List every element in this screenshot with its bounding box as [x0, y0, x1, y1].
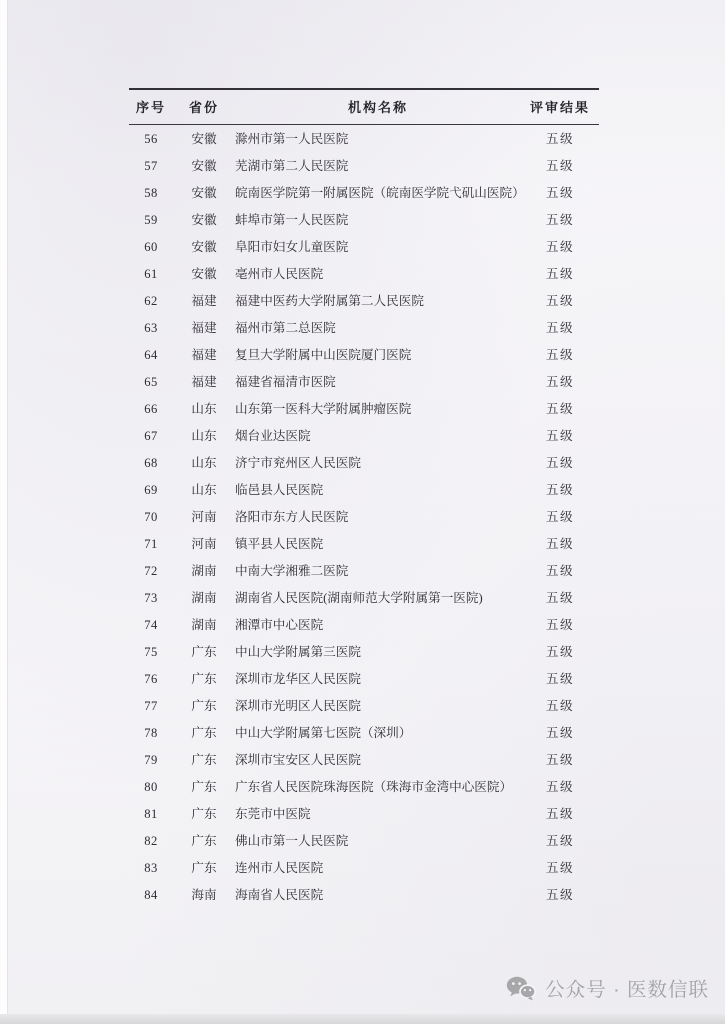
cell-serial-number: 59 [144, 212, 158, 227]
cell-province: 福建 [191, 320, 217, 335]
cell-province: 湖南 [191, 590, 217, 605]
cell-institution-name: 蚌埠市第一人民医院 [235, 212, 349, 227]
cell-province: 安徽 [191, 212, 217, 227]
table-row [129, 260, 599, 287]
cell-serial-number: 72 [144, 563, 158, 578]
cell-institution-name: 山东第一医科大学附属肿瘤医院 [235, 401, 412, 416]
table-row [129, 152, 599, 179]
cell-review-result: 五级 [545, 374, 575, 389]
wechat-icon [506, 976, 536, 1001]
table-row [129, 125, 599, 153]
cell-institution-name: 佛山市第一人民医院 [235, 833, 349, 848]
cell-institution-name: 湘潭市中心医院 [235, 617, 324, 632]
cell-review-result: 五级 [545, 428, 575, 443]
cell-serial-number: 80 [144, 779, 158, 794]
cell-serial-number: 65 [144, 374, 158, 389]
header-review-result: 评审结果 [521, 89, 599, 125]
table-row [129, 476, 599, 503]
table-row [129, 206, 599, 233]
table-row [129, 746, 599, 773]
cell-province: 福建 [191, 347, 217, 362]
header-province: 省份 [173, 89, 235, 125]
document-page [7, 0, 725, 1014]
cell-serial-number: 73 [144, 590, 158, 605]
cell-serial-number: 64 [144, 347, 158, 362]
cell-review-result: 五级 [545, 644, 575, 659]
cell-institution-name: 中山大学附属第七医院（深圳） [235, 725, 412, 740]
cell-province: 广东 [191, 644, 217, 659]
cell-institution-name: 烟台业达医院 [235, 428, 311, 443]
table-row [129, 503, 599, 530]
cell-institution-name: 复旦大学附属中山医院厦门医院 [235, 347, 412, 362]
cell-institution-name: 镇平县人民医院 [235, 536, 324, 551]
cell-institution-name: 深圳市龙华区人民医院 [235, 671, 361, 686]
cell-review-result: 五级 [545, 806, 575, 821]
table-row [129, 692, 599, 719]
cell-province: 安徽 [191, 185, 217, 200]
cell-province: 安徽 [191, 266, 217, 281]
cell-institution-name: 广东省人民医院珠海医院（珠海市金湾中心医院） [235, 779, 513, 794]
cell-serial-number: 68 [144, 455, 158, 470]
cell-serial-number: 74 [144, 617, 158, 632]
table-row [129, 557, 599, 584]
table-row [129, 584, 599, 611]
table-row [129, 665, 599, 692]
cell-institution-name: 临邑县人民医院 [235, 482, 324, 497]
cell-province: 河南 [191, 536, 217, 551]
watermark [506, 974, 709, 1002]
table-row [129, 827, 599, 854]
cell-province: 山东 [191, 482, 217, 497]
cell-review-result: 五级 [545, 671, 575, 686]
cell-review-result: 五级 [545, 482, 575, 497]
cell-serial-number: 62 [144, 293, 158, 308]
cell-serial-number: 77 [144, 698, 158, 713]
cell-serial-number: 76 [144, 671, 158, 686]
cell-review-result: 五级 [545, 698, 575, 713]
cell-review-result: 五级 [545, 347, 575, 362]
cell-review-result: 五级 [545, 266, 575, 281]
cell-institution-name: 中南大学湘雅二医院 [235, 563, 349, 578]
cell-institution-name: 阜阳市妇女儿童医院 [235, 239, 349, 254]
page-bottom-edge [0, 1014, 725, 1024]
table-body [129, 125, 599, 909]
cell-institution-name: 皖南医学院第一附属医院（皖南医学院弋矶山医院） [235, 185, 525, 200]
cell-serial-number: 81 [144, 806, 158, 821]
table-row [129, 719, 599, 746]
cell-serial-number: 56 [144, 131, 158, 146]
cell-serial-number: 58 [144, 185, 158, 200]
cell-review-result: 五级 [545, 752, 575, 767]
table-row [129, 881, 599, 908]
cell-serial-number: 84 [144, 887, 158, 902]
cell-review-result: 五级 [545, 293, 575, 308]
cell-serial-number: 61 [144, 266, 158, 281]
cell-review-result: 五级 [545, 725, 575, 740]
header-serial-number: 序号 [129, 89, 173, 125]
cell-review-result: 五级 [545, 509, 575, 524]
cell-institution-name: 济宁市兖州区人民医院 [235, 455, 361, 470]
cell-serial-number: 63 [144, 320, 158, 335]
cell-province: 广东 [191, 860, 217, 875]
cell-province: 广东 [191, 698, 217, 713]
cell-province: 广东 [191, 671, 217, 686]
cell-review-result: 五级 [545, 617, 575, 632]
table-row [129, 395, 599, 422]
cell-province: 安徽 [191, 239, 217, 254]
cell-serial-number: 79 [144, 752, 158, 767]
cell-review-result: 五级 [545, 239, 575, 254]
table-row [129, 179, 599, 206]
review-result-table [129, 88, 599, 908]
table-row [129, 638, 599, 665]
cell-institution-name: 福建省福清市医院 [235, 374, 336, 389]
cell-review-result: 五级 [545, 536, 575, 551]
cell-serial-number: 60 [144, 239, 158, 254]
cell-province: 湖南 [191, 617, 217, 632]
cell-serial-number: 69 [144, 482, 158, 497]
table-row [129, 530, 599, 557]
table-row [129, 368, 599, 395]
cell-review-result: 五级 [545, 320, 575, 335]
cell-serial-number: 78 [144, 725, 158, 740]
cell-review-result: 五级 [545, 401, 575, 416]
cell-serial-number: 57 [144, 158, 158, 173]
cell-institution-name: 亳州市人民医院 [235, 266, 324, 281]
cell-province: 广东 [191, 752, 217, 767]
cell-institution-name: 湖南省人民医院(湖南师范大学附属第一医院) [235, 590, 483, 605]
table-row [129, 854, 599, 881]
cell-province: 广东 [191, 833, 217, 848]
table-row [129, 800, 599, 827]
cell-serial-number: 82 [144, 833, 158, 848]
cell-province: 山东 [191, 428, 217, 443]
table-row [129, 422, 599, 449]
cell-review-result: 五级 [545, 131, 575, 146]
table-row [129, 287, 599, 314]
cell-institution-name: 福建中医药大学附属第二人民医院 [235, 293, 424, 308]
table-header-row [129, 89, 599, 125]
cell-institution-name: 深圳市光明区人民医院 [235, 698, 361, 713]
cell-province: 广东 [191, 806, 217, 821]
cell-institution-name: 东莞市中医院 [235, 806, 311, 821]
cell-province: 海南 [191, 887, 217, 902]
cell-review-result: 五级 [545, 212, 575, 227]
table-row [129, 233, 599, 260]
cell-serial-number: 71 [144, 536, 158, 551]
cell-serial-number: 66 [144, 401, 158, 416]
cell-serial-number: 67 [144, 428, 158, 443]
table-row [129, 449, 599, 476]
cell-province: 河南 [191, 509, 217, 524]
cell-review-result: 五级 [545, 860, 575, 875]
cell-institution-name: 洛阳市东方人民医院 [235, 509, 349, 524]
cell-province: 福建 [191, 374, 217, 389]
cell-review-result: 五级 [545, 779, 575, 794]
cell-province: 山东 [191, 401, 217, 416]
cell-institution-name: 中山大学附属第三医院 [235, 644, 361, 659]
cell-institution-name: 连州市人民医院 [235, 860, 324, 875]
cell-province: 福建 [191, 293, 217, 308]
cell-province: 广东 [191, 779, 217, 794]
cell-review-result: 五级 [545, 455, 575, 470]
table-row [129, 611, 599, 638]
cell-institution-name: 滁州市第一人民医院 [235, 131, 349, 146]
cell-review-result: 五级 [545, 158, 575, 173]
cell-review-result: 五级 [545, 185, 575, 200]
cell-institution-name: 福州市第二总医院 [235, 320, 336, 335]
cell-serial-number: 70 [144, 509, 158, 524]
table-row [129, 314, 599, 341]
watermark-text: 公众号 · 医数信联 [545, 979, 709, 1001]
cell-review-result: 五级 [545, 887, 575, 902]
cell-review-result: 五级 [545, 833, 575, 848]
cell-institution-name: 海南省人民医院 [235, 887, 324, 902]
cell-province: 广东 [191, 725, 217, 740]
cell-province: 湖南 [191, 563, 217, 578]
cell-serial-number: 75 [144, 644, 158, 659]
table-row [129, 341, 599, 368]
cell-province: 安徽 [191, 131, 217, 146]
cell-serial-number: 83 [144, 860, 158, 875]
cell-review-result: 五级 [545, 590, 575, 605]
cell-province: 山东 [191, 455, 217, 470]
cell-institution-name: 深圳市宝安区人民医院 [235, 752, 361, 767]
cell-institution-name: 芜湖市第二人民医院 [235, 158, 349, 173]
cell-province: 安徽 [191, 158, 217, 173]
cell-review-result: 五级 [545, 563, 575, 578]
table-row [129, 773, 599, 800]
header-institution-name: 机构名称 [235, 89, 521, 125]
